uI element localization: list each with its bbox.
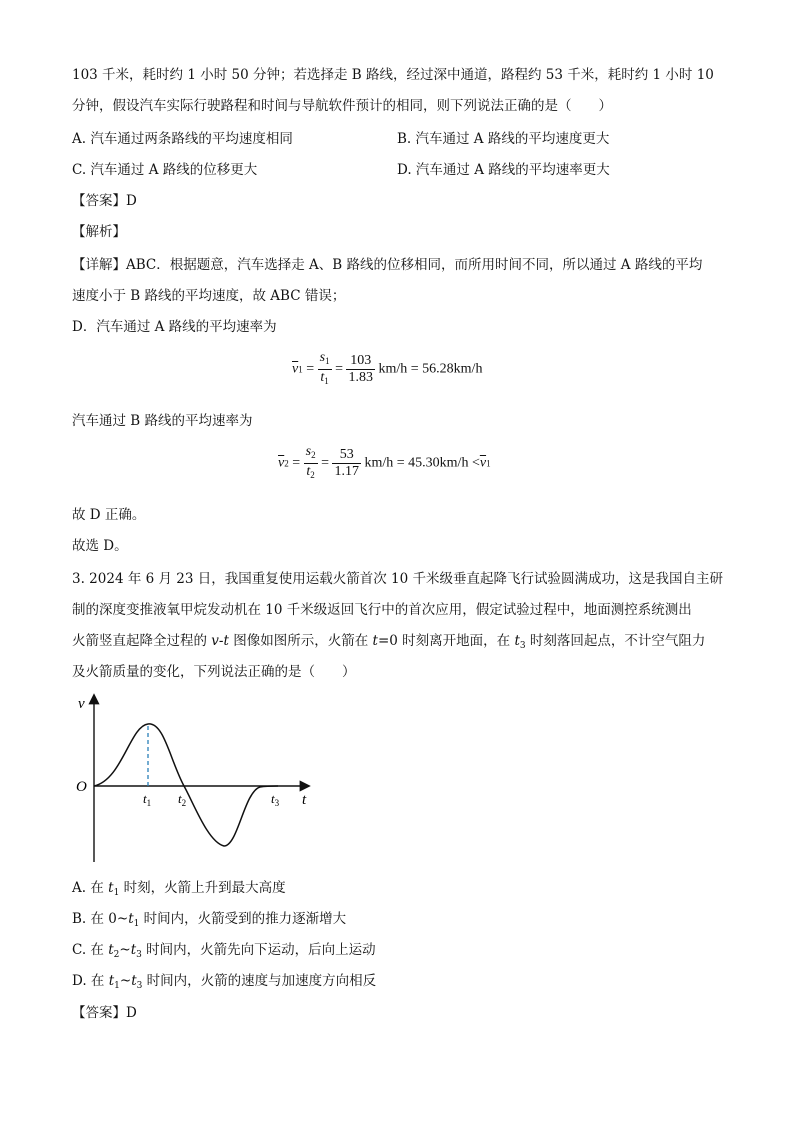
q2-answer bbox=[72, 192, 137, 210]
opt-c-mid: ~ bbox=[119, 942, 131, 958]
q2-detail-line-4: 汽车通过 B 路线的平均速率为 bbox=[72, 413, 253, 429]
t1-label: $t_1$ bbox=[143, 791, 152, 808]
vt-graph bbox=[72, 688, 322, 868]
answer-value: D bbox=[126, 1005, 137, 1021]
t3-label: $t_3$ bbox=[271, 791, 280, 808]
q3-line-3-part-a: 火箭竖直起降全过程的 bbox=[72, 633, 212, 649]
q3-line-3-part-c: 图像如图所示，火箭在 bbox=[228, 633, 373, 649]
equation-1: $\overline{v}1$ = $\frac{s_1}{t_1}$ = $\frac{103}{1.83}$ km/h = 56.28km/h bbox=[292, 350, 482, 389]
opt-a-post: 时刻，火箭上升到最大高度 bbox=[119, 880, 286, 896]
eq2-frac-symbolic bbox=[304, 444, 318, 483]
q3-line-3-vt: v-t bbox=[211, 633, 229, 649]
opt-a-sub: 1 bbox=[113, 888, 120, 898]
q2-option-b: B. 汽车通过 A 路线的平均速度更大 bbox=[397, 131, 610, 147]
opt-a-t: t bbox=[108, 880, 114, 896]
opt-c-sub1: 2 bbox=[113, 950, 120, 960]
eq2-frac-numeric bbox=[332, 447, 361, 480]
eq2-cmp-sub: 1 bbox=[486, 458, 491, 469]
q2-detail-line-5: 故 D 正确。 bbox=[72, 507, 146, 523]
opt-d-t1: t bbox=[108, 973, 115, 989]
opt-d-sub2: 3 bbox=[136, 981, 143, 991]
q3-line-3-part-e: =0 时刻离开地面，在 bbox=[377, 633, 515, 649]
intro-line-2: 分钟，假设汽车实际行驶路程和时间与导航软件预计的相同，则下列说法正确的是（ ） bbox=[72, 98, 612, 114]
q3-option-c bbox=[72, 941, 376, 964]
q3-answer bbox=[72, 1004, 137, 1022]
eq1-num1-sub: 1 bbox=[325, 356, 330, 366]
q3-line-3-t: t bbox=[372, 633, 378, 649]
q2-option-d: D. 汽车通过 A 路线的平均速率更大 bbox=[397, 162, 610, 178]
eq2-num2: 53 bbox=[332, 447, 361, 464]
q3-line-2: 制的深度变推液氧甲烷发动机在 10 千米级返回飞行中的首次应用，假定试验过程中，地面测控系统测出 bbox=[72, 602, 692, 618]
q3-line-3 bbox=[72, 632, 705, 655]
v-axis-label: v bbox=[78, 696, 85, 712]
q2-option-a: A. 汽车通过两条路线的平均速度相同 bbox=[72, 131, 293, 147]
answer-label: 【答案】 bbox=[72, 193, 126, 209]
q2-detail-line-6: 故选 D。 bbox=[72, 538, 128, 554]
eq2-cmp: $\overline{v}$ bbox=[479, 455, 487, 471]
eq2-num1: s bbox=[305, 444, 312, 459]
eq2-num1-sub: 2 bbox=[311, 450, 316, 460]
eq2-lhs: $\overline{v}$ bbox=[278, 455, 285, 471]
q3-line-1: 3. 2024 年 6 月 23 日，我国重复使用运载火箭首次 10 千米级垂直起降飞行试验圆满成功，这是我国自主研 bbox=[72, 571, 724, 587]
opt-d-post: 时间内，火箭的速度与加速度方向相反 bbox=[142, 973, 377, 989]
q2-detail-line-1 bbox=[72, 256, 702, 274]
eq2-den2: 1.17 bbox=[334, 464, 359, 479]
answer-value: D bbox=[126, 193, 137, 209]
eq1-num2: 103 bbox=[346, 353, 375, 370]
opt-b-pre: B. 在 0~ bbox=[72, 911, 129, 927]
q2-analysis-label: 【解析】 bbox=[72, 224, 126, 240]
opt-c-pre: C. 在 bbox=[72, 942, 109, 958]
q3-line-3-t3: t bbox=[514, 633, 520, 649]
opt-b-post: 时间内，火箭受到的推力逐渐增大 bbox=[139, 911, 347, 927]
q3-line-3-part-g: 时刻落回起点，不计空气阻力 bbox=[525, 633, 706, 649]
q3-option-a bbox=[72, 879, 286, 902]
detail-label: 【详解】 bbox=[72, 257, 126, 273]
detail-text: ABC．根据题意，汽车选择走 A、B 路线的位移相同，而所用时间不同，所以通过 A 路线的平均 bbox=[126, 257, 703, 273]
eq1-rhs: km/h = 56.28km/h bbox=[378, 361, 483, 377]
eq1-frac-symbolic bbox=[318, 350, 332, 389]
eq1-num1: s bbox=[319, 350, 326, 365]
opt-c-t1: t bbox=[108, 942, 114, 958]
eq1-den1-sub: 1 bbox=[324, 376, 329, 386]
opt-d-pre: D. 在 bbox=[72, 973, 109, 989]
opt-d-sub1: 1 bbox=[114, 981, 120, 991]
eq1-lhs: $\overline{v}$ bbox=[292, 361, 299, 377]
answer-label: 【答案】 bbox=[72, 1005, 126, 1021]
t2-label: $t_2$ bbox=[178, 791, 187, 808]
eq2-den1: t bbox=[306, 464, 311, 479]
q3-line-3-t3-sub: 3 bbox=[519, 641, 526, 651]
eq1-lhs-sub: 1 bbox=[298, 364, 303, 375]
equation-2: $\overline{v}2$ = $\frac{s_2}{t_2}$ = $\frac{53}{1.17}$ $km/h = 45.30km/h <\overline{v}1$ bbox=[278, 444, 491, 483]
q2-detail-line-3: D．汽车通过 A 路线的平均速率为 bbox=[72, 319, 277, 335]
origin-label: O bbox=[76, 779, 87, 795]
opt-c-sub2: 3 bbox=[136, 950, 142, 960]
opt-d-t2: t bbox=[131, 973, 137, 989]
opt-d-mid: ~ bbox=[119, 973, 132, 989]
q3-option-d bbox=[72, 972, 376, 995]
opt-b-t: t bbox=[128, 911, 134, 927]
opt-c-post: 时间内，火箭先向下运动，后向上运动 bbox=[141, 942, 376, 958]
opt-c-t2: t bbox=[130, 942, 137, 958]
q3-option-b bbox=[72, 910, 346, 933]
eq2-rhs: km/h = 45.30km/h < bbox=[364, 455, 480, 471]
eq2-lhs-sub: 2 bbox=[284, 458, 289, 469]
eq1-den1: t bbox=[320, 370, 325, 385]
eq2-den1-sub: 2 bbox=[310, 470, 315, 480]
q2-detail-line-2: 速度小于 B 路线的平均速度，故 ABC 错误； bbox=[72, 288, 346, 304]
intro-line-1: 103 千米，耗时约 1 小时 50 分钟；若选择走 B 路线，经过深中通道，路程约 53 千米，耗时约 1 小时 10 bbox=[72, 67, 714, 83]
t-axis-label: t bbox=[302, 792, 307, 808]
eq1-den2: 1.83 bbox=[348, 370, 373, 385]
velocity-curve bbox=[94, 724, 278, 846]
opt-a-pre: A. 在 bbox=[72, 880, 109, 896]
opt-b-sub: 1 bbox=[133, 919, 140, 929]
q2-option-c: C. 汽车通过 A 路线的位移更大 bbox=[72, 162, 258, 178]
eq1-frac-numeric bbox=[346, 353, 375, 386]
q3-line-4: 及火箭质量的变化，下列说法正确的是（ ） bbox=[72, 664, 356, 680]
